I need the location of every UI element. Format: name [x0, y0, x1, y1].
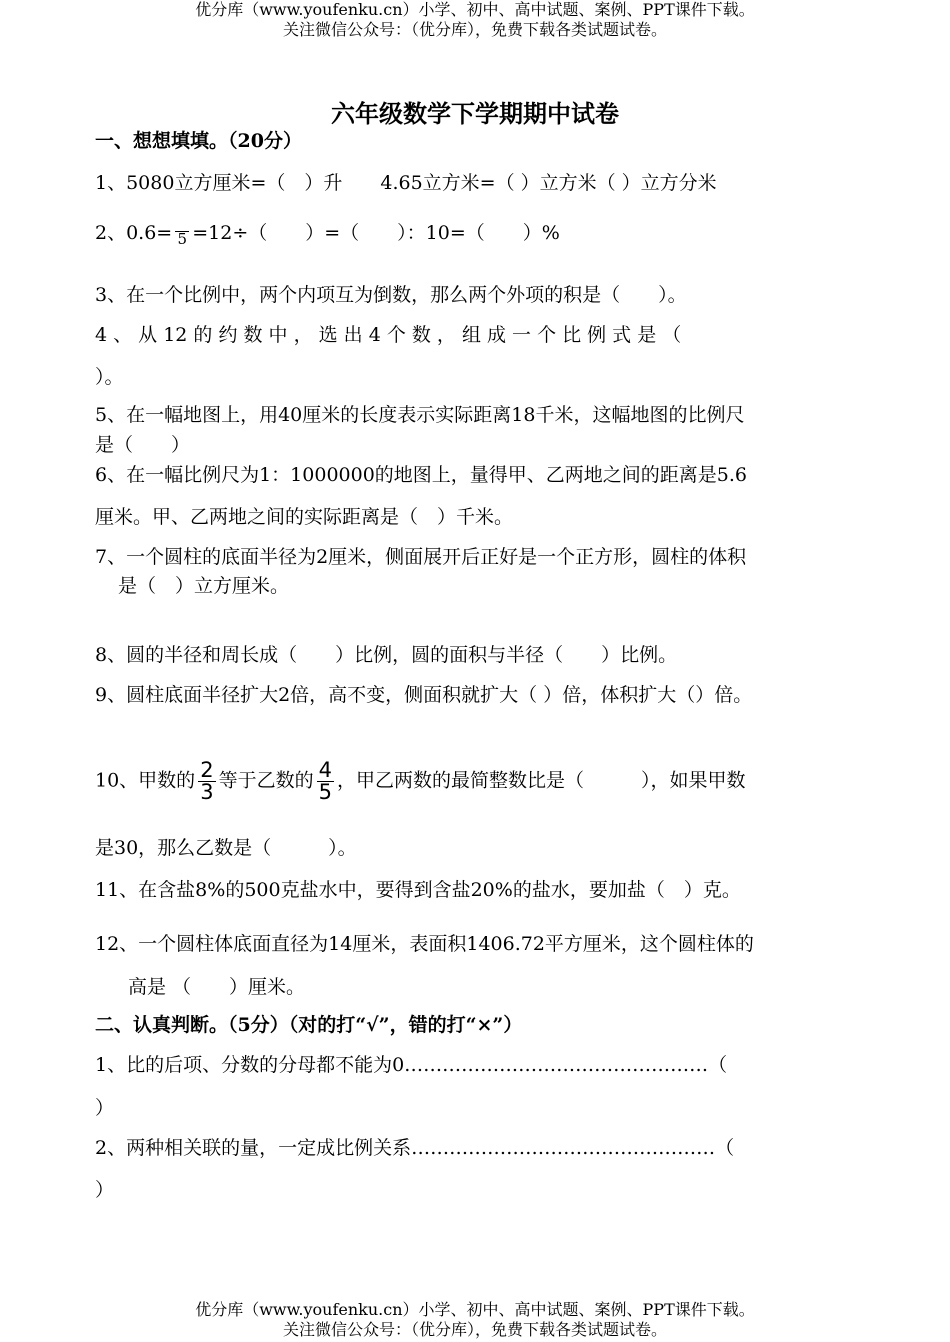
- question-5-line-2: 是（ ）: [95, 434, 191, 456]
- question-1: 1、5080立方厘米=（ ）升 4.65立方米=（ ）立方米（ ）立方分米: [95, 172, 717, 194]
- section-1-heading: 一、想想填填。（20分）: [95, 130, 302, 152]
- footer-line-1: 优分库（www.youfenku.cn）小学、初中、高中试题、案例、PPT课件下载。: [195, 1300, 755, 1319]
- question-2-prefix: 2、0.6=: [95, 222, 173, 244]
- question-10-fraction-2: [317, 760, 334, 803]
- question-2: [95, 218, 560, 247]
- question-2-suffix: =12÷（ ）=（ ）：10=（ ）%: [192, 222, 560, 244]
- question-2-fraction: [175, 222, 189, 247]
- question-10-part-2: 等于乙数的: [218, 769, 314, 792]
- header-line-2: 关注微信公众号：（优分库），免费下载各类试题试卷。: [282, 20, 667, 39]
- question-6-line-1: 6、在一幅比例尺为1：1000000的地图上，量得甲、乙两地之间的距离是5.6: [95, 464, 748, 486]
- question-10-fraction-2-numerator: 4: [318, 758, 332, 782]
- question-10-line-2: 是30，那么乙数是（ ）。: [95, 837, 357, 859]
- question-10-fraction-1-denominator: 3: [200, 780, 214, 804]
- question-10-part-1: 10、甲数的: [95, 769, 196, 792]
- question-10-fraction-2-denominator: 5: [318, 780, 332, 804]
- question-7-line-1: 7、一个圆柱的底面半径为2厘米，侧面展开后正好是一个正方形，圆柱的体积: [95, 546, 747, 568]
- question-7-line-2: 是（ ）立方厘米。: [118, 575, 290, 597]
- question-11: 11、在含盐8%的500克盐水中，要得到含盐20%的盐水，要加盐（ ）克。: [95, 879, 741, 901]
- question-9: 9、圆柱底面半径扩大2倍，高不变，侧面积就扩大（ ）倍，体积扩大（）倍。: [95, 684, 753, 706]
- question-5-line-1: 5、在一幅地图上，用40厘米的长度表示实际距离18千米，这幅地图的比例尺: [95, 404, 745, 426]
- question-10-fraction-1: [198, 760, 215, 803]
- footer-line-2: 关注微信公众号：（优分库），免费下载各类试题试卷。: [282, 1320, 667, 1339]
- header-line-1: 优分库（www.youfenku.cn）小学、初中、高中试题、案例、PPT课件下载。: [195, 0, 755, 19]
- question-3: 3、在一个比例中，两个内项互为倒数，那么两个外项的积是（ ）。: [95, 284, 687, 306]
- question-10-line-1: [95, 760, 745, 803]
- question-10-fraction-1-numerator: 2: [200, 758, 214, 782]
- question-4-line-1: 4 、 从 12 的 约 数 中 ， 选 出 4 个 数 ， 组 成 一 个 比 例 式 是 （: [95, 324, 682, 346]
- page-title: 六年级数学下学期期中试卷: [331, 99, 619, 128]
- question-12-line-1: 12、一个圆柱体底面直径为14厘米，表面积1406.72平方厘米，这个圆柱体的: [95, 933, 754, 955]
- question-8: 8、圆的半径和周长成（ ）比例，圆的面积与半径（ ）比例。: [95, 644, 678, 666]
- question-4-line-2: ）。: [95, 366, 124, 388]
- section-2-heading: 二、认真判断。（5分）（对的打“√”，错的打“×”）: [95, 1014, 523, 1036]
- judge-1-line-2: ）: [95, 1097, 115, 1119]
- question-12-line-2: 高是 （ ）厘米。: [128, 976, 306, 998]
- question-6-line-2: 厘米。甲、乙两地之间的实际距离是（ ）千米。: [95, 506, 514, 528]
- question-10-part-3: ，甲乙两数的最简整数比是（ ），如果甲数: [336, 769, 746, 792]
- judge-2-line-1: 2、两种相关联的量，一定成比例关系…………………………………………（: [95, 1137, 735, 1159]
- judge-2-line-2: ）: [95, 1179, 115, 1201]
- question-2-fraction-denominator: 5: [177, 229, 187, 248]
- judge-1-line-1: 1、比的后项、分数的分母都不能为0…………………………………………（: [95, 1054, 728, 1076]
